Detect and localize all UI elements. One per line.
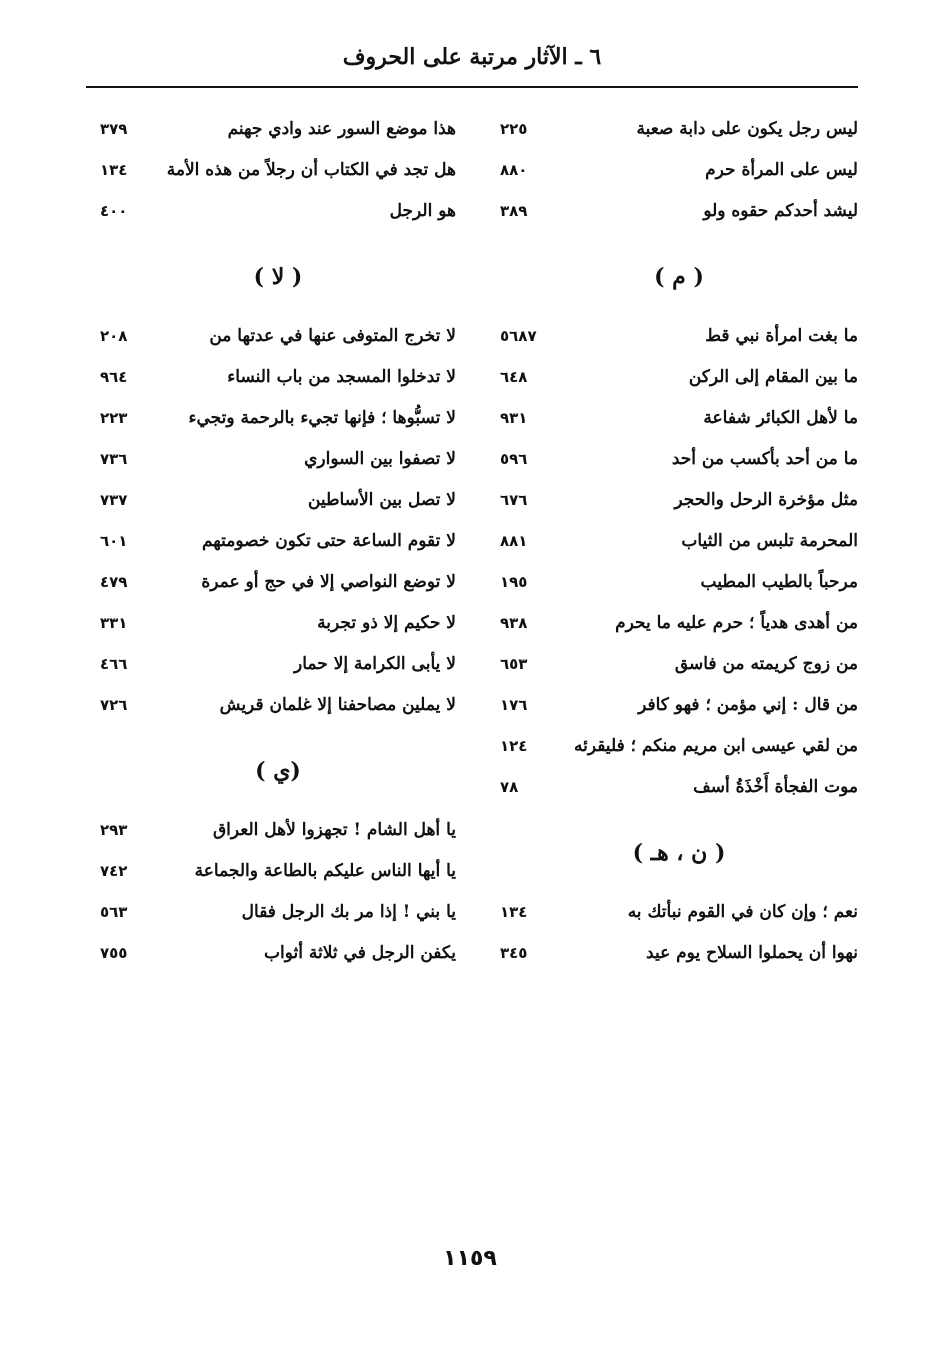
entry-text: يا أيها الناس عليكم بالطاعة والجماعة: [194, 860, 456, 881]
index-entry: [500, 520, 858, 561]
index-entry: [500, 684, 858, 725]
entry-number: ٩٣١: [500, 408, 528, 427]
index-entry: [100, 108, 456, 149]
section-heading-meem: ( م ): [654, 264, 704, 290]
entry-text: ليس على المرأة حرم: [705, 159, 858, 180]
index-entry: [100, 602, 456, 643]
entry-number: ٨٨٠: [500, 160, 528, 179]
index-entry: [100, 479, 456, 520]
entry-number: ٣٤٥: [500, 943, 528, 962]
entry-text: هو الرجل: [389, 200, 456, 221]
entry-number: ٩٦٤: [100, 367, 128, 386]
index-entry: [500, 766, 858, 807]
entry-text: لا يملين مصاحفنا إلا غلمان قريش: [219, 694, 456, 715]
section-heading-la: ( لا ): [253, 264, 303, 290]
entry-number: ٤٧٩: [100, 572, 128, 591]
index-entry: [100, 643, 456, 684]
entry-number: ٧٨: [500, 777, 519, 796]
entry-number: ٦٥٣: [500, 654, 528, 673]
index-entry: [500, 149, 858, 190]
entry-text: هذا موضع السور عند وادي جهنم: [227, 118, 456, 139]
index-entry: [100, 561, 456, 602]
index-entry: [500, 643, 858, 684]
section-meem-entries: [500, 315, 858, 807]
entry-text: نعم ؛ وإن كان في القوم نبأتك به: [627, 901, 858, 922]
entry-text: يا أهل الشام ! تجهزوا لأهل العراق: [212, 819, 456, 840]
entry-text: مرحباً بالطيب المطيب: [700, 571, 858, 592]
entry-text: لا تقوم الساعة حتى تكون خصومتهم: [201, 530, 456, 551]
entry-number: ٤٦٦: [100, 654, 128, 673]
entry-text: من قال : إني مؤمن ؛ فهو كافر: [638, 694, 858, 715]
section-heading-ya: (ي ): [255, 758, 301, 784]
entry-text: المحرمة تلبس من الثياب: [681, 530, 858, 551]
entry-text: لا تخرج المتوفى عنها في عدتها من: [209, 325, 456, 346]
index-entry: [100, 438, 456, 479]
index-entry: [100, 809, 456, 850]
index-entry: [500, 891, 858, 932]
entry-number: ٣٧٩: [100, 119, 128, 138]
index-entry: [500, 108, 858, 149]
header-divider: [86, 86, 858, 88]
entry-number: ٩٣٨: [500, 613, 528, 632]
index-entry: [100, 850, 456, 891]
index-entry: [100, 356, 456, 397]
entry-text: لا تصفوا بين السواري: [304, 448, 456, 469]
entry-text: من أهدى هدياً ؛ حرم عليه ما يحرم: [615, 612, 858, 633]
entry-number: ٧٣٧: [100, 490, 128, 509]
section-noon-ha-entries: [500, 891, 858, 973]
index-entry: [500, 397, 858, 438]
entry-text: ما لأهل الكبائر شفاعة: [703, 407, 858, 428]
entry-text: ما بغت امرأة نبي قط: [705, 325, 858, 346]
entry-number: ٥٦٨٧: [500, 326, 537, 345]
entry-number: ٣٨٩: [500, 201, 528, 220]
entry-number: ٧٣٦: [100, 449, 128, 468]
entry-number: ١٧٦: [500, 695, 528, 714]
entry-number: ٢٩٣: [100, 820, 128, 839]
section-heading-noon-ha: ( ن ، هـ ): [632, 840, 726, 866]
entry-number: ٦٠١: [100, 531, 128, 550]
entry-number: ٢٢٣: [100, 408, 128, 427]
entry-number: ٤٠٠: [100, 201, 128, 220]
entry-number: ١٩٥: [500, 572, 528, 591]
entry-text: يا بني ! إذا مر بك الرجل فقال: [241, 901, 456, 922]
index-entry: [100, 684, 456, 725]
entry-text: ليس رجل يكون على دابة صعبة: [636, 118, 858, 139]
entry-text: لا تسبُّوها ؛ فإنها تجيء بالرحمة وتجيء: [188, 407, 456, 428]
index-entry: [500, 356, 858, 397]
index-entry: [100, 315, 456, 356]
entry-text: لا تدخلوا المسجد من باب النساء: [227, 366, 456, 387]
index-entry: [500, 932, 858, 973]
entry-text: نهوا أن يحملوا السلاح يوم عيد: [646, 942, 858, 963]
entry-number: ٣٣١: [100, 613, 128, 632]
index-entry: [500, 725, 858, 766]
entry-number: ٧٢٦: [100, 695, 128, 714]
left-top-entries: [100, 108, 456, 231]
section-la-entries: [100, 315, 456, 725]
entry-text: لا تصل بين الأساطين: [307, 489, 456, 510]
index-entry: [100, 891, 456, 932]
entry-number: ١٣٤: [100, 160, 128, 179]
entry-text: موت الفجأة أَخْذَةُ أسف: [693, 776, 858, 797]
index-entry: [100, 520, 456, 561]
entry-number: ٢٠٨: [100, 326, 128, 345]
entry-number: ٨٨١: [500, 531, 528, 550]
page-number: ١١٥٩: [443, 1246, 497, 1271]
entry-text: مثل مؤخرة الرحل والحجر: [674, 489, 858, 510]
page-header: ٦ ـ الآثار مرتبة على الحروف: [342, 44, 602, 70]
index-entry: [100, 190, 456, 231]
entry-text: لا توضع النواصي إلا في حج أو عمرة: [201, 571, 456, 592]
entry-text: من لقي عيسى ابن مريم منكم ؛ فليقرئه: [573, 735, 858, 756]
index-entry: [500, 190, 858, 231]
entry-text: ليشد أحدكم حقوه ولو: [703, 200, 858, 221]
entry-text: ما من أحد بأكسب من أحد: [671, 448, 858, 469]
entry-text: يكفن الرجل في ثلاثة أثواب: [264, 942, 456, 963]
index-entry: [500, 602, 858, 643]
section-ya-entries: [100, 809, 456, 973]
entry-text: ما بين المقام إلى الركن: [688, 366, 858, 387]
entry-number: ١٣٤: [500, 902, 528, 921]
index-entry: [100, 932, 456, 973]
entry-number: ٧٥٥: [100, 943, 128, 962]
right-top-entries: [500, 108, 858, 231]
index-entry: [500, 479, 858, 520]
index-entry: [500, 315, 858, 356]
entry-text: هل تجد في الكتاب أن رجلاً من هذه الأمة: [166, 159, 456, 180]
index-entry: [500, 438, 858, 479]
index-entry: [100, 149, 456, 190]
index-entry: [100, 397, 456, 438]
entry-text: لا حكيم إلا ذو تجربة: [317, 612, 456, 633]
right-column: [500, 108, 858, 973]
entry-number: ١٢٤: [500, 736, 528, 755]
entry-number: ٥٩٦: [500, 449, 528, 468]
entry-number: ٧٤٢: [100, 861, 128, 880]
entry-number: ٥٦٣: [100, 902, 128, 921]
left-column: [100, 108, 456, 973]
index-entry: [500, 561, 858, 602]
entry-text: من زوج كريمته من فاسق: [674, 653, 858, 674]
entry-number: ٦٧٦: [500, 490, 528, 509]
entry-text: لا يأبى الكرامة إلا حمار: [294, 653, 456, 674]
entry-number: ٢٢٥: [500, 119, 528, 138]
entry-number: ٦٤٨: [500, 367, 528, 386]
